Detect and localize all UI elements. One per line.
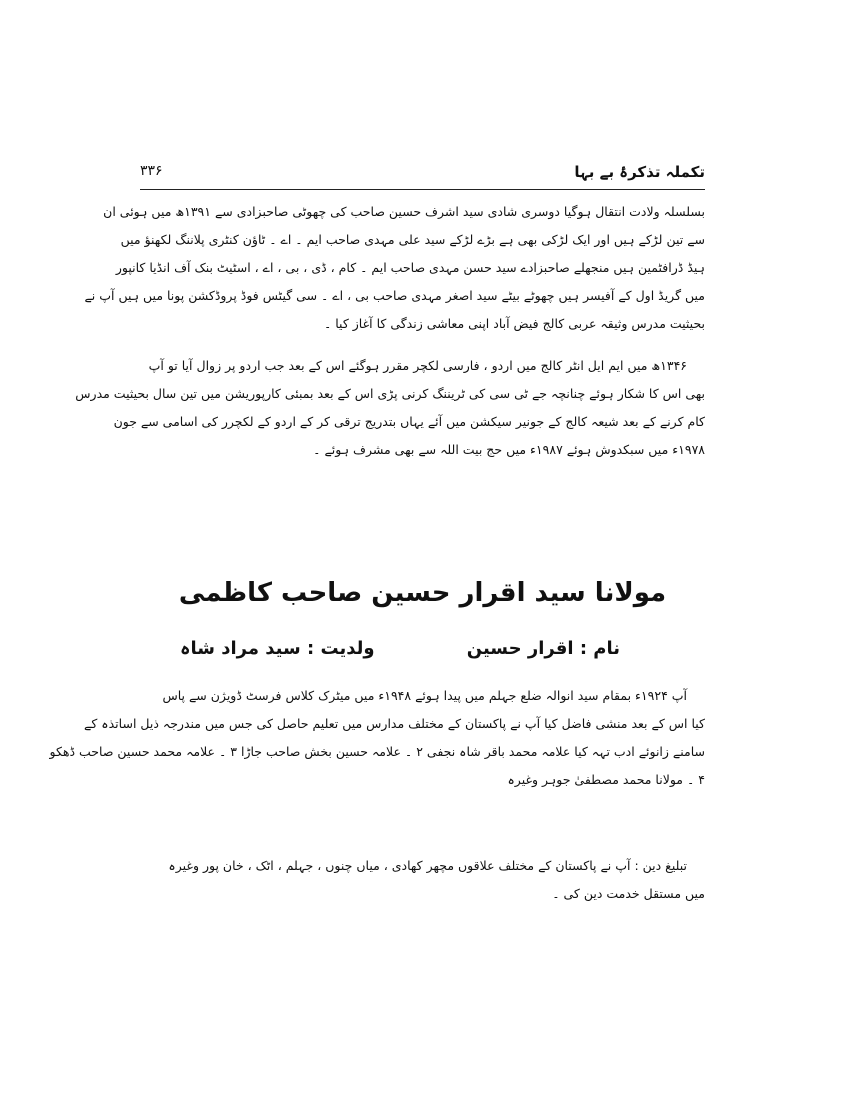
text-line: ۱۹۷۸ء میں سبکدوش ہوئے ۱۹۸۷ء میں حج بیت اللہ سے بھی مشرف ہوئے ۔	[313, 442, 705, 457]
text-line: تبلیغ دین : آپ نے پاکستان کے مختلف علاقوں مچھر کھادی ، میاں چنوں ، جہلم ، اٹک ، خان پور وغیرہ	[168, 858, 687, 873]
page-number: ۳۳۶	[140, 163, 163, 179]
father-name-label: ولدیت : سید مراد شاہ	[180, 638, 375, 659]
tabligh-paragraph	[140, 852, 705, 908]
text-line: بسلسلہ ولادت انتقال ہوگیا دوسری شادی سید اشرف حسین صاحب کی چھوٹی صاحبزادی سے ۱۳۹۱ھ میں ہوئی ان	[103, 204, 705, 219]
text-line: ہیڈ ڈرافٹمین ہیں منجھلے صاحبزادے سید حسن مہدی صاحب ایم ۔ کام ، ڈی ، بی ، اے ، اسٹیٹ بنک آف انڈیا کانپور	[115, 260, 705, 275]
text-line: بحیثیت مدرس وثیقہ عربی کالج فیض آباد اپنی معاشی زندگی کا آغاز کیا ۔	[323, 316, 705, 331]
text-line: میں مستقل خدمت دین کی ۔	[552, 886, 705, 901]
text-line: آپ ۱۹۲۴ء بمقام سید انوالہ ضلع جہلم میں پیدا ہوئے ۱۹۴۸ء میں میٹرک کلاس فرسٹ ڈویژن سے پاس	[162, 688, 687, 703]
text-line: بھی اس کا شکار ہوئے چنانچہ جے ٹی سی کی ٹریننگ کرنی پڑی اس کے بعد بمبئی کارپوریشن میں تین سال بحیثیت مدرس	[75, 386, 705, 401]
text-line: سامنے زانوئے ادب تہہ کیا علامہ محمد باقر شاہ نجفی ۲ ۔ علامہ حسین بخش صاحب جاڑا ۳ ۔ علامہ محمد حسین صاحب ڈھکو	[49, 744, 705, 759]
text-line: کام کرنے کے بعد شیعہ کالج کے جونیر سیکشن میں آئے یہاں بتدریج ترقی کر کے اردو کے لکچرر کی اسامی سے جون	[113, 414, 705, 429]
name-label: نام : اقرار حسین	[466, 638, 620, 659]
intro-paragraph	[84, 198, 705, 338]
section-title: مولانا سید اقرار حسین صاحب کاظمی	[178, 578, 667, 608]
text-line: میں گریڈ اول کے آفیسر ہیں چھوٹے بیٹے سید اصغر مہدی صاحب بی ، اے ۔ سی گیٹس فوڈ پروڈکشن پونا میں ہیں آپ نے	[84, 288, 705, 303]
text-line: سے تین لڑکے ہیں اور ایک لڑکی بھی ہے بڑے لڑکے سید علی مہدی صاحب ایم ۔ اے ۔ ٹاؤن کنٹری پلاننگ لکھنؤ میں	[120, 232, 705, 247]
career-paragraph	[75, 352, 705, 464]
page-header	[140, 163, 705, 187]
header-rule	[140, 189, 705, 190]
running-title: تکملہ تذکرۂ بے بہا	[574, 163, 705, 181]
text-line: کیا اس کے بعد منشی فاضل کیا آپ نے پاکستان کے مختلف مدارس میں تعلیم حاصل کی جس میں مندرجہ ذیل اساتذہ کے	[84, 716, 705, 731]
bio-paragraph	[49, 682, 705, 794]
name-line	[180, 638, 620, 672]
text-line: ۴ ۔ مولانا محمد مصطفیٰ جوہر وغیرہ	[507, 772, 705, 787]
text-line: ۱۳۴۶ھ میں ایم ایل انٹر کالج میں اردو ، فارسی لکچر مقرر ہوگئے اس کے بعد جب اردو پر زوال آیا تو آپ	[148, 358, 687, 373]
